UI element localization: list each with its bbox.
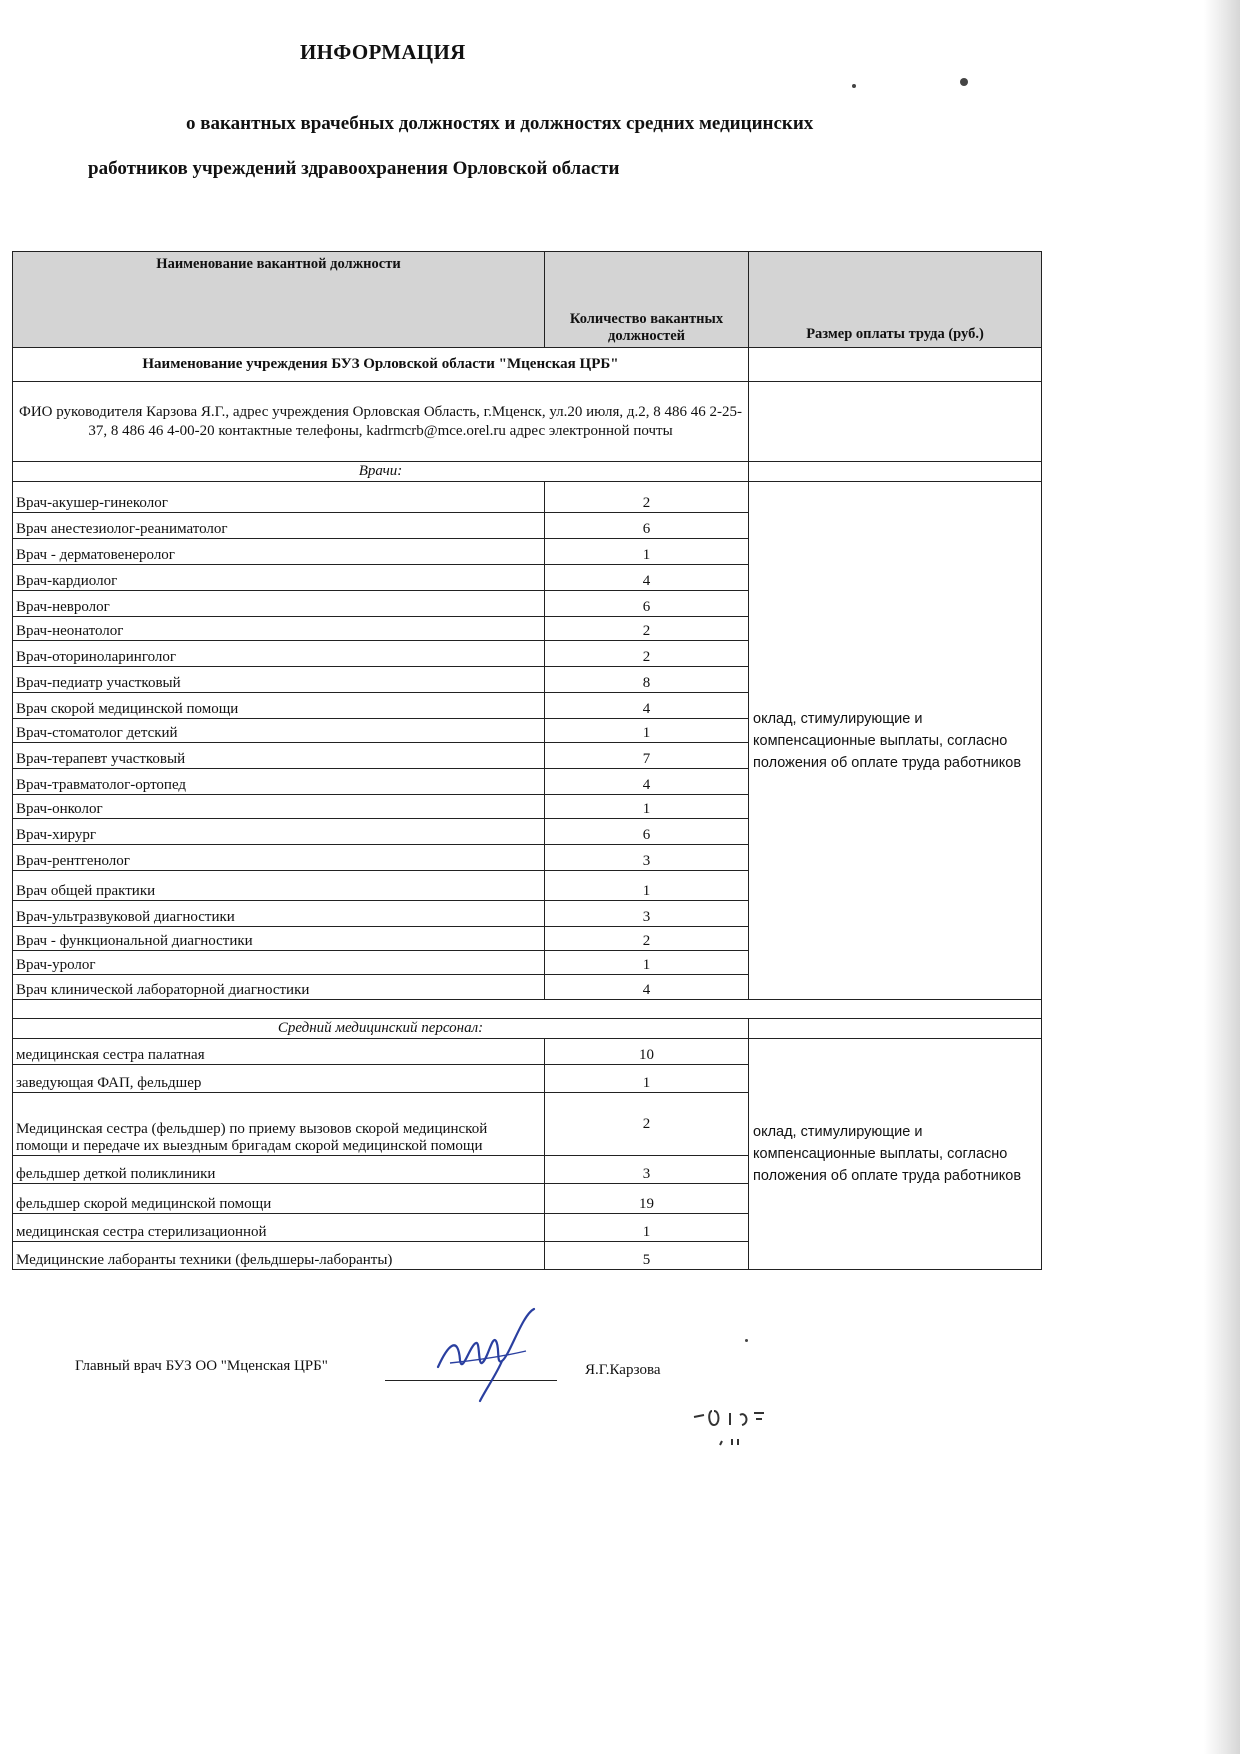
vacancy-count: 6: [545, 591, 749, 617]
position-name: Врач клинической лабораторной диагностики: [13, 975, 545, 1000]
vacancy-count: 2: [545, 617, 749, 641]
vacancy-count: 6: [545, 513, 749, 539]
position-name: Врач - функциональной диагностики: [13, 927, 545, 951]
signer-name: Я.Г.Карзова: [585, 1362, 661, 1378]
nurse-row: [13, 1039, 1042, 1065]
institution-row: [13, 348, 1042, 382]
section-title-nurses: Средний медицинский персонал:: [13, 1019, 749, 1039]
document-title: ИНФОРМАЦИЯ: [300, 40, 466, 64]
vacancies-table: [12, 251, 1042, 1270]
director-pay-cell: [749, 382, 1042, 462]
doctor-row: [13, 482, 1042, 513]
position-name: Врач общей практики: [13, 871, 545, 901]
column-header-count: Количество вакантных должностей: [545, 252, 749, 348]
vacancy-count: 1: [545, 719, 749, 743]
document-subtitle-line1: о вакантных врачебных должностях и должностях средних медицинских: [186, 113, 814, 134]
column-header-position: Наименование вакантной должности: [13, 252, 545, 348]
position-name: Врач-невролог: [13, 591, 545, 617]
section-row-doctors: [13, 462, 1042, 482]
pay-description-nurses: оклад, стимулирующие и компенсационные выплаты, согласно положения об оплате труда работников: [749, 1039, 1042, 1270]
blank-cell: [13, 1000, 1042, 1019]
position-name: Врач - дерматовенеролог: [13, 539, 545, 565]
vacancy-count: 3: [545, 901, 749, 927]
position-name: Медицинские лаборанты техники (фельдшеры-лаборанты): [13, 1242, 545, 1270]
vacancy-count: 6: [545, 819, 749, 845]
position-name: Врач-онколог: [13, 795, 545, 819]
pay-description-doctors: оклад, стимулирующие и компенсационные выплаты, согласно положения об оплате труда работников: [749, 482, 1042, 1000]
vacancy-count: 1: [545, 951, 749, 975]
signer-label: Главный врач БУЗ ОО "Мценская ЦРБ": [75, 1358, 328, 1374]
vacancy-count: 1: [545, 871, 749, 901]
table-header-row: [13, 252, 1042, 348]
position-name: фельдшер деткой поликлиники: [13, 1156, 545, 1184]
column-header-pay: Размер оплаты труда (руб.): [749, 252, 1042, 348]
position-name: Врач-педиатр участковый: [13, 667, 545, 693]
position-name: Врач-оториноларинголог: [13, 641, 545, 667]
vacancy-count: 4: [545, 975, 749, 1000]
position-name: Врач-стоматолог детский: [13, 719, 545, 743]
position-name: фельдшер скорой медицинской помощи: [13, 1184, 545, 1214]
vacancy-count: 1: [545, 1214, 749, 1242]
position-name: Врач-неонатолог: [13, 617, 545, 641]
vacancy-count: 4: [545, 565, 749, 591]
vacancy-count: 2: [545, 482, 749, 513]
vacancy-count: 2: [545, 1093, 749, 1156]
vacancy-count: 4: [545, 693, 749, 719]
vacancy-count: 1: [545, 795, 749, 819]
director-info: ФИО руководителя Карзова Я.Г., адрес учреждения Орловская Область, г.Мценск, ул.20 июля, д.2, 8 486 46 2-25-37, 8 486 46 4-00-20 контактные телефоны, kadrmcrb@mce.orel.ru адрес электронной почты: [13, 382, 749, 462]
vacancy-count: 2: [545, 927, 749, 951]
section-nurses-pay-cell: [749, 1019, 1042, 1039]
handwritten-signature: [430, 1305, 550, 1405]
position-name: заведующая ФАП, фельдшер: [13, 1065, 545, 1093]
vacancy-count: 3: [545, 845, 749, 871]
scan-speck: [852, 84, 856, 88]
position-name: Врач скорой медицинской помощи: [13, 693, 545, 719]
vacancies-table-body: [13, 252, 1042, 1270]
position-name: Врач-рентгенолог: [13, 845, 545, 871]
position-name: Врач-уролог: [13, 951, 545, 975]
faded-stamp-mark: [690, 1405, 810, 1455]
vacancy-count: 1: [545, 539, 749, 565]
scan-speck: [745, 1339, 748, 1342]
position-name: Врач-кардиолог: [13, 565, 545, 591]
institution-name: Наименование учреждения БУЗ Орловской области "Мценская ЦРБ": [13, 348, 749, 382]
vacancy-count: 2: [545, 641, 749, 667]
position-name: медицинская сестра палатная: [13, 1039, 545, 1065]
position-name: Врач-акушер-гинеколог: [13, 482, 545, 513]
institution-pay-cell: [749, 348, 1042, 382]
vacancy-count: 3: [545, 1156, 749, 1184]
position-name: Врач-ультразвуковой диагностики: [13, 901, 545, 927]
vacancy-count: 10: [545, 1039, 749, 1065]
blank-row: [13, 1000, 1042, 1019]
position-name: медицинская сестра стерилизационной: [13, 1214, 545, 1242]
section-doctors-pay-cell: [749, 462, 1042, 482]
section-row-nurses: [13, 1019, 1042, 1039]
position-name: Врач-хирург: [13, 819, 545, 845]
scan-speck: [960, 78, 968, 86]
vacancy-count: 19: [545, 1184, 749, 1214]
vacancy-count: 5: [545, 1242, 749, 1270]
document-subtitle-line2: работников учреждений здравоохранения Орловской области: [88, 158, 620, 179]
vacancy-count: 7: [545, 743, 749, 769]
position-name: Медицинская сестра (фельдшер) по приему вызовов скорой медицинской помощи и передаче их выездным бригадам скорой медицинской помощи: [13, 1093, 545, 1156]
position-name: Врач-травматолог-ортопед: [13, 769, 545, 795]
section-title-doctors: Врачи:: [13, 462, 749, 482]
director-row: [13, 382, 1042, 462]
vacancy-count: 4: [545, 769, 749, 795]
vacancy-count: 8: [545, 667, 749, 693]
position-name: Врач анестезиолог-реаниматолог: [13, 513, 545, 539]
vacancy-count: 1: [545, 1065, 749, 1093]
position-name: Врач-терапевт участковый: [13, 743, 545, 769]
scan-edge-shadow: [1204, 0, 1240, 1754]
